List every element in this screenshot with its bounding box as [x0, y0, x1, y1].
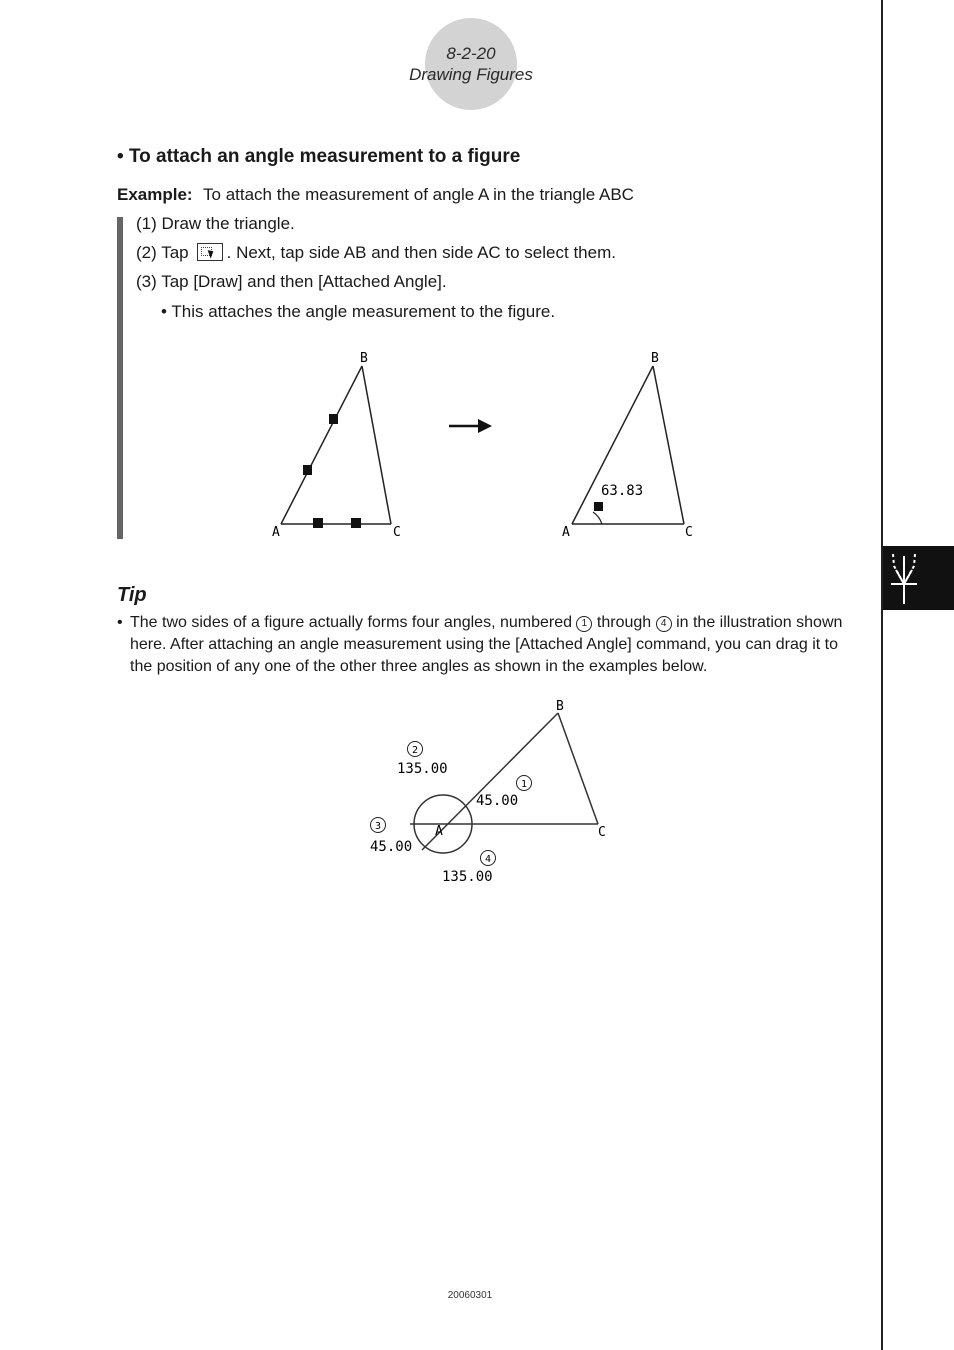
step-number: (3)	[136, 272, 157, 291]
angle-value-2: 135.00	[397, 761, 448, 777]
selection-handle	[351, 518, 361, 528]
vertex-label-c: C	[393, 525, 401, 540]
step-number: (1)	[136, 214, 157, 233]
selection-handle	[303, 465, 312, 475]
vertex-label-b: B	[556, 699, 564, 714]
figure1-right-triangle	[562, 351, 693, 540]
step-text: Draw the triangle.	[161, 214, 295, 233]
step-text: Tap [Draw] and then [Attached Angle].	[161, 272, 447, 291]
title-bullet: •	[117, 146, 124, 167]
right-arrow-icon	[449, 419, 492, 433]
tip-text-1: The two sides of a figure actually forms four angles, numbered	[130, 614, 572, 631]
selection-handle	[329, 414, 338, 424]
vertex-label-b: B	[651, 351, 659, 366]
footer-code: 20060301	[447, 1290, 493, 1301]
vertex-label-b: B	[360, 351, 368, 366]
selection-handle	[313, 518, 323, 528]
angle-value-1: 45.00	[476, 793, 519, 809]
section-title-text: To attach an angle measurement to a figure	[128, 146, 521, 167]
page-code: 8-2-20	[446, 44, 496, 63]
angle-marker-2-num: 2	[411, 745, 419, 756]
vertex-label-c: C	[598, 825, 606, 840]
section-name: Drawing Figures	[409, 65, 533, 84]
step-text-before: Tap	[161, 243, 189, 262]
vertex-label-a: A	[435, 824, 443, 839]
angle-value-3: 45.00	[370, 839, 413, 855]
vertex-label-a: A	[272, 525, 280, 540]
angle-marker-4-num: 4	[484, 854, 492, 865]
tip-paragraph	[117, 612, 857, 678]
figure1-left-triangle	[272, 351, 401, 540]
tip-title: Tip	[117, 584, 147, 606]
figure2-angles	[370, 699, 606, 885]
step-bullet-text: This attaches the angle measurement to the figure.	[171, 302, 556, 321]
angle-marker-3-num: 3	[374, 821, 382, 832]
tip-text-3: in the illustration shown here. After attaching an angle measurement using the [Attached Angle] command, you can drag it to the position of any one of the other three angles as shown in the examples below.	[130, 614, 843, 675]
angle-measurement: 63.83	[601, 483, 644, 499]
angle-value-4: 135.00	[442, 869, 493, 885]
step-text-after: . Next, tap side AB and then side AC to select them.	[226, 243, 616, 262]
example-label: Example:	[117, 185, 193, 204]
step-number: (2)	[136, 243, 157, 262]
tip-marker-start: 1	[576, 616, 592, 632]
angle-handle	[594, 502, 603, 511]
tip-marker-end: 4	[656, 616, 672, 632]
angle-marker-1-num: 1	[520, 779, 528, 790]
tip-text-2: through	[596, 614, 652, 631]
bullet-dot: •	[161, 302, 167, 321]
tip-bullet: •	[117, 614, 123, 631]
vertex-label-a: A	[562, 525, 570, 540]
vertex-label-c: C	[685, 525, 693, 540]
example-text: To attach the measurement of angle A in the triangle ABC	[203, 185, 634, 204]
